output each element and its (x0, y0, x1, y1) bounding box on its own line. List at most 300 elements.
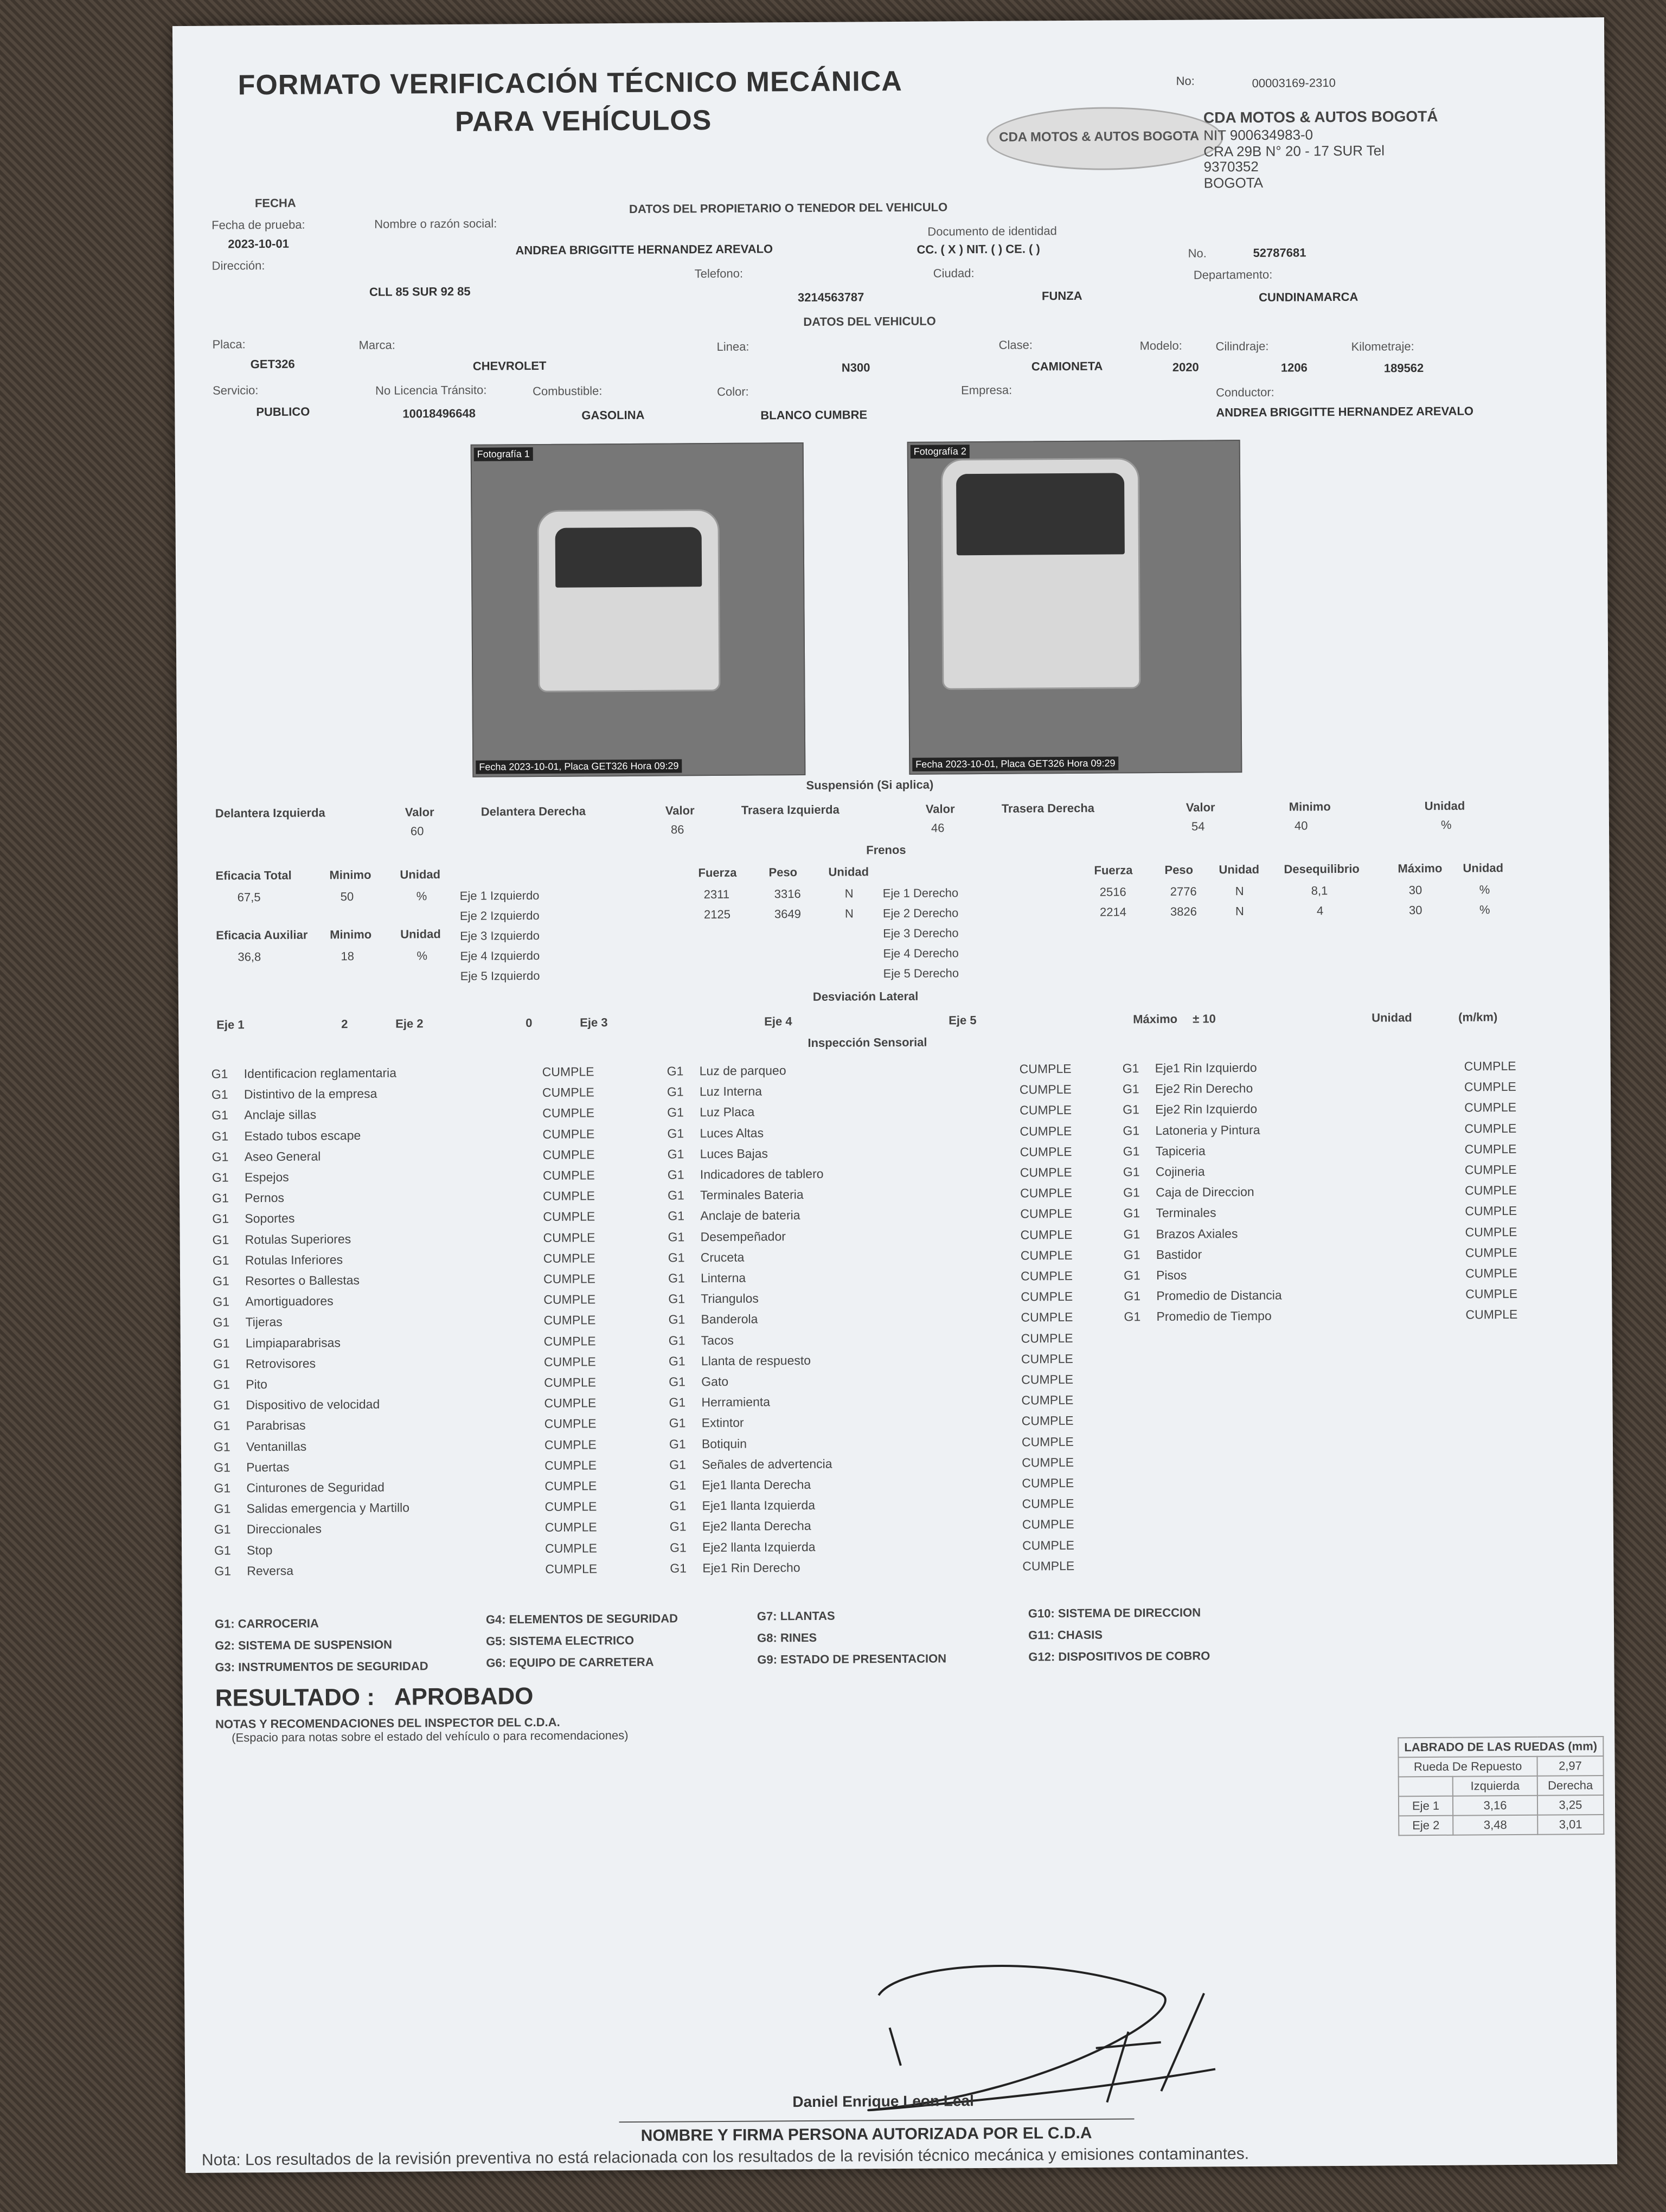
inspection-group-code: G1 (212, 1253, 229, 1268)
eje2-max: 30 (1408, 903, 1422, 917)
eje2-izq-label: Eje 2 Izquierdo (459, 908, 540, 923)
inspection-group-code: G1 (669, 1374, 685, 1389)
inspection-item-label: Luces Altas (700, 1126, 764, 1140)
fecha-header: FECHA (254, 196, 296, 210)
inspection-group-code: G1 (668, 1333, 685, 1348)
licencia-value: 10018496648 (402, 406, 476, 421)
cilindraje-value: 1206 (1280, 361, 1308, 375)
inspection-group-code: G1 (670, 1561, 687, 1576)
company-nit: NIT 900634983-0 (1203, 126, 1313, 144)
inspection-group-code: G1 (667, 1064, 684, 1078)
inspection-result: CUMPLE (1465, 1307, 1518, 1322)
inspection-result: CUMPLE (545, 1540, 598, 1555)
inspection-item-label: Tapiceria (1155, 1143, 1206, 1158)
clase-label: Clase: (998, 338, 1033, 352)
inspection-group-code: G1 (1123, 1165, 1140, 1179)
inspection-group-code: G1 (1123, 1226, 1140, 1242)
servicio-value: PUBLICO (256, 404, 310, 419)
result-label: RESULTADO : (215, 1683, 375, 1712)
vehicle-photo-rear (907, 440, 1242, 775)
footer-note: Nota: Los resultados de la revisión preventiva no está relacionada con los resultados de la revisión técnico mecánica y emisiones contaminantes. (201, 2145, 1250, 2169)
ef-aux-label: Eficacia Auxiliar (216, 928, 308, 942)
susp-del-izq-label: Delantera Izquierda (215, 806, 325, 820)
inspection-item-label: Promedio de Distancia (1156, 1288, 1282, 1303)
inspection-item-label: Puertas (246, 1459, 290, 1475)
inspection-item-label: Direccionales (246, 1521, 322, 1536)
doc-options: CC. ( X ) NIT. ( ) CE. ( ) (917, 242, 1040, 256)
inspection-group-code: G1 (668, 1208, 685, 1223)
inspection-item-label: Linterna (700, 1270, 746, 1285)
inspection-result: CUMPLE (1020, 1123, 1072, 1139)
inspection-result: CUMPLE (1022, 1558, 1075, 1573)
ef-aux-pct: % (416, 949, 428, 963)
inspection-result: CUMPLE (543, 1271, 595, 1286)
susp-unidad-label: Unidad (1424, 799, 1465, 813)
inspection-group-code: G1 (212, 1211, 229, 1226)
inspection-group-code: G1 (213, 1294, 230, 1309)
inspection-item-label: Triangulos (701, 1291, 759, 1306)
inspection-group-code: G1 (212, 1149, 229, 1164)
doc-no-label: No. (1188, 246, 1207, 260)
inspection-item-label: Estado tubos escape (244, 1128, 361, 1143)
inspection-result: CUMPLE (544, 1375, 597, 1390)
inspection-item-label: Tijeras (245, 1315, 283, 1329)
inspection-group-code: G1 (669, 1416, 686, 1430)
inspection-result: CUMPLE (542, 1147, 595, 1162)
inspection-group-code: G1 (1122, 1061, 1139, 1076)
inspection-group-code: G1 (669, 1436, 686, 1451)
inspection-result: CUMPLE (1022, 1496, 1074, 1511)
inspection-result: CUMPLE (1019, 1062, 1072, 1076)
inspection-item-label: Amortiguadores (245, 1294, 334, 1309)
dev-eje4-label: Eje 4 (764, 1014, 792, 1028)
inspection-result: CUMPLE (1465, 1287, 1518, 1301)
dev-eje5-label: Eje 5 (949, 1013, 977, 1027)
inspection-result: CUMPLE (1465, 1183, 1517, 1198)
susp-del-der-value: 86 (670, 822, 684, 837)
eje2-deseq: 4 (1316, 904, 1324, 918)
inspection-result: CUMPLE (544, 1437, 597, 1452)
dev-eje3-label: Eje 3 (580, 1015, 608, 1030)
inspection-item-label: Brazos Axiales (1156, 1226, 1238, 1241)
ef-aux-min: 18 (341, 949, 354, 963)
dev-eje2-label: Eje 2 (395, 1017, 424, 1031)
susp-tra-izq-value: 46 (931, 821, 945, 835)
inspection-result: CUMPLE (1020, 1186, 1073, 1200)
inspection-item-label: Banderola (701, 1311, 758, 1327)
inspection-group-code: G1 (668, 1250, 685, 1265)
inspection-result: CUMPLE (1021, 1310, 1073, 1324)
eje1-deseq: 8,1 (1311, 884, 1328, 898)
company-tel: 9370352 (1203, 158, 1259, 175)
inspection-group-code: G1 (1123, 1206, 1140, 1220)
inspection-result: CUMPLE (1464, 1121, 1517, 1136)
inspection-item-label: Limpiaparabrisas (245, 1335, 341, 1350)
tread-eje2-izq: 3,48 (1453, 1815, 1537, 1835)
eje1-der-peso: 2776 (1170, 884, 1197, 898)
inspection-group-code: G1 (667, 1147, 684, 1161)
inspection-item-label: Eje1 llanta Derecha (702, 1477, 811, 1493)
cilindraje-label: Cilindraje: (1215, 339, 1269, 353)
km-value: 189562 (1383, 361, 1424, 375)
inspection-group-code: G1 (668, 1229, 685, 1244)
tread-eje2-der: 3,01 (1537, 1815, 1604, 1835)
inspection-item-label: Pito (246, 1377, 267, 1392)
inspection-item-label: Terminales Bateria (700, 1187, 804, 1203)
inspection-item-label: Eje2 llanta Derecha (702, 1519, 811, 1534)
inspection-item-label: Señales de advertencia (702, 1456, 832, 1471)
address-value: CLL 85 SUR 92 85 (369, 284, 471, 299)
van-front-shape (537, 509, 720, 692)
inspection-result: CUMPLE (1022, 1517, 1074, 1532)
inspection-group-code: G1 (213, 1418, 230, 1433)
conductor-label: Conductor: (1216, 385, 1274, 400)
inspection-item-label: Indicadores de tablero (700, 1166, 824, 1182)
inspection-item-label: Cojineria (1155, 1164, 1205, 1179)
inspection-group-code: G1 (213, 1336, 230, 1351)
inspection-item-label: Tacos (701, 1333, 734, 1347)
inspection-result: CUMPLE (1021, 1372, 1074, 1387)
modelo-value: 2020 (1172, 360, 1199, 374)
susp-del-izq-value: 60 (410, 824, 424, 838)
form-title-line1: FORMATO VERIFICACIÓN TÉCNICO MECÁNICA (238, 65, 903, 101)
ef-aux-unit-label: Unidad (400, 927, 441, 941)
inspection-item-label: Rotulas Inferiores (245, 1252, 343, 1268)
photo1-caption: Fecha 2023-10-01, Placa GET326 Hora 09:29 (476, 759, 682, 774)
inspection-group-code: G1 (213, 1315, 230, 1330)
inspection-item-label: Eje2 Rin Izquierdo (1155, 1102, 1258, 1117)
modelo-label: Modelo: (1139, 338, 1182, 353)
inspection-item-label: Botiquin (701, 1436, 747, 1451)
inspection-group-code: G1 (1124, 1289, 1141, 1303)
inspection-group-code: G1 (213, 1356, 230, 1371)
eje2-der-peso: 3826 (1170, 904, 1197, 918)
ef-total-unit-label: Unidad (400, 867, 441, 882)
eje5-izq-label: Eje 5 Izquierdo (460, 968, 540, 983)
eje3-izq-label: Eje 3 Izquierdo (460, 928, 540, 943)
inspection-result: CUMPLE (544, 1396, 597, 1411)
dev-eje1-value: 2 (341, 1017, 348, 1031)
eje1-max: 30 (1408, 883, 1422, 897)
owner-name-label: Nombre o razón social: (374, 216, 497, 231)
inspection-result: CUMPLE (543, 1292, 596, 1307)
inspection-result: CUMPLE (1021, 1393, 1074, 1407)
inspection-result: CUMPLE (1465, 1265, 1517, 1281)
inspection-result: CUMPLE (1022, 1475, 1074, 1490)
inspection-result: CUMPLE (1020, 1165, 1072, 1180)
susp-valor1-label: Valor (405, 805, 434, 819)
inspection-item-label: Bastidor (1156, 1247, 1202, 1262)
tread-eje2-label: Eje 2 (1399, 1816, 1453, 1836)
inspection-group-code: G1 (670, 1540, 687, 1555)
eje2-der-label: Eje 2 Derecho (882, 906, 959, 921)
eje1-der-fuerza: 2516 (1099, 885, 1126, 899)
ef-total-min-label: Minimo (329, 867, 371, 882)
inspection-result: CUMPLE (1464, 1059, 1516, 1073)
inspection-result: CUMPLE (1021, 1413, 1074, 1428)
eje3-der-label: Eje 3 Derecho (883, 926, 959, 941)
brake-fuerza-label: Fuerza (698, 865, 737, 880)
legend-g7: G7: LLANTAS (757, 1609, 835, 1623)
legend-g3: G3: INSTRUMENTOS DE SEGURIDAD (215, 1659, 428, 1674)
inspection-item-label: Gato (701, 1374, 729, 1389)
inspection-result: CUMPLE (544, 1520, 597, 1535)
fecha-value: 2023-10-01 (228, 236, 290, 251)
vehicle-section-title: DATOS DEL VEHICULO (803, 314, 936, 329)
inspection-group-code: G1 (668, 1291, 685, 1306)
conductor-value: ANDREA BRIGGITTE HERNANDEZ AREVALO (1216, 404, 1474, 420)
result-value: APROBADO (394, 1683, 534, 1711)
color-value: BLANCO CUMBRE (760, 408, 868, 422)
izq-label: Izquierda (1453, 1776, 1537, 1796)
inspection-group-code: G1 (668, 1188, 684, 1203)
inspection-group-code: G1 (212, 1191, 229, 1205)
inspection-result: CUMPLE (542, 1085, 594, 1100)
inspection-item-label: Eje1 llanta Izquierda (702, 1498, 816, 1513)
owner-section-title: DATOS DEL PROPIETARIO O TENEDOR DEL VEHICULO (629, 200, 948, 216)
color-label: Color: (716, 384, 749, 398)
dev-max-label: Máximo (1133, 1012, 1178, 1026)
linea-label: Linea: (716, 339, 749, 353)
brake-fuerza2-label: Fuerza (1094, 863, 1133, 877)
deviation-title: Desviación Lateral (812, 989, 919, 1004)
notes-subtitle: (Espacio para notas sobre el estado del vehículo o para recomendaciones) (232, 1728, 629, 1745)
inspection-result: CUMPLE (1021, 1434, 1074, 1449)
inspection-group-code: G1 (1123, 1102, 1139, 1117)
inspection-group-code: G1 (214, 1501, 231, 1516)
company-logo-text: CDA MOTOS & AUTOS BOGOTA (999, 128, 1200, 145)
inspection-item-label: Luz Interna (699, 1084, 762, 1099)
inspection-item-label: Dispositivo de velocidad (246, 1397, 380, 1412)
inspection-group-code: G1 (211, 1087, 228, 1102)
marca-value: CHEVROLET (472, 358, 547, 373)
inspection-result: CUMPLE (544, 1499, 597, 1514)
inspection-result: CUMPLE (1464, 1141, 1517, 1156)
brake-max-label: Máximo (1398, 861, 1443, 876)
km-label: Kilometraje: (1351, 339, 1414, 353)
doc-label: Documento de identidad (927, 224, 1057, 239)
inspection-result: CUMPLE (542, 1064, 594, 1079)
inspection-group-code: G1 (213, 1439, 230, 1454)
inspection-group-code: G1 (1122, 1082, 1139, 1096)
brake-unidad-label: Unidad (828, 865, 869, 879)
legend-g1: G1: CARROCERIA (214, 1616, 319, 1631)
inspection-result: CUMPLE (1020, 1103, 1072, 1117)
inspection-group-code: G1 (214, 1481, 231, 1495)
city-value: FUNZA (1041, 288, 1082, 303)
inspection-item-label: Parabrisas (246, 1418, 306, 1433)
inspection-item-label: Eje1 Rin Derecho (702, 1560, 800, 1575)
der-label: Derecha (1537, 1776, 1604, 1796)
inspection-result: CUMPLE (544, 1478, 597, 1493)
city-label: Ciudad: (933, 266, 975, 280)
inspection-item-label: Cinturones de Seguridad (246, 1480, 385, 1495)
inspection-item-label: Herramienta (701, 1394, 771, 1410)
inspection-group-code: G1 (212, 1129, 229, 1143)
combustible-value: GASOLINA (581, 408, 645, 422)
susp-valor3-label: Valor (925, 802, 955, 816)
inspection-group-code: G1 (214, 1522, 231, 1537)
inspection-group-code: G1 (1123, 1268, 1140, 1283)
form-number-label: No: (1176, 74, 1195, 88)
inspection-item-label: Eje2 Rin Derecho (1155, 1081, 1253, 1096)
inspection-result: CUMPLE (1021, 1289, 1073, 1304)
inspection-result: CUMPLE (1020, 1269, 1073, 1283)
inspection-group-code: G1 (213, 1377, 230, 1392)
inspection-item-label: Terminales (1156, 1205, 1216, 1220)
eje1-der-unit: N (1235, 884, 1244, 898)
company-name: CDA MOTOS & AUTOS BOGOTÁ (1203, 107, 1438, 126)
inspection-item-label: Espejos (244, 1169, 289, 1185)
phone-value: 3214563787 (797, 290, 864, 305)
inspection-group-code: G1 (669, 1519, 687, 1534)
inspection-group-code: G1 (669, 1457, 686, 1472)
inspection-item-label: Salidas emergencia y Martillo (246, 1500, 410, 1516)
inspection-item-label: Retrovisores (245, 1356, 316, 1371)
eje4-der-label: Eje 4 Derecho (883, 946, 959, 961)
eje1-pct: % (1479, 883, 1490, 897)
inspection-group-code: G1 (669, 1499, 687, 1513)
eje1-der-label: Eje 1 Derecho (882, 886, 959, 901)
ef-total-min: 50 (340, 890, 354, 904)
inspection-group-code: G1 (214, 1564, 232, 1578)
inspection-result: CUMPLE (1022, 1455, 1074, 1470)
tread-title: LABRADO DE LAS RUEDAS (mm) (1398, 1737, 1603, 1757)
inspection-item-label: Pernos (245, 1191, 285, 1205)
brake-unidad3-label: Unidad (1463, 861, 1504, 875)
inspection-result: CUMPLE (1464, 1079, 1516, 1094)
inspection-result: CUMPLE (1021, 1351, 1073, 1366)
tread-depth-table (1398, 1736, 1604, 1836)
inspection-result: CUMPLE (542, 1126, 595, 1141)
van-rear-shape (941, 458, 1141, 690)
legend-g10: G10: SISTEMA DE DIRECCION (1028, 1605, 1201, 1621)
inspection-item-label: Soportes (245, 1211, 295, 1226)
brakes-title: Frenos (866, 843, 906, 857)
ef-aux-min-label: Minimo (330, 927, 372, 942)
eje2-izq-fuerza: 2125 (703, 907, 731, 922)
ef-total-pct: % (416, 889, 427, 903)
inspection-result: CUMPLE (543, 1209, 595, 1224)
inspection-result: CUMPLE (1464, 1162, 1517, 1177)
inspection-item-label: Ventanillas (246, 1439, 307, 1454)
owner-name: ANDREA BRIGGITTE HERNANDEZ AREVALO (515, 242, 773, 258)
vehicle-photo-front (471, 442, 806, 777)
dev-eje2-value: 0 (526, 1016, 533, 1030)
inspection-item-label: Extintor (701, 1416, 744, 1430)
inspection-result: CUMPLE (1021, 1330, 1073, 1346)
servicio-label: Servicio: (212, 383, 259, 397)
inspection-group-code: G1 (213, 1398, 230, 1412)
form-title-line2: PARA VEHÍCULOS (454, 105, 712, 138)
inspection-result: CUMPLE (1020, 1248, 1073, 1263)
inspection-title: Inspección Sensorial (808, 1035, 927, 1050)
eje1-izq-unit: N (844, 886, 854, 901)
inspection-group-code: G1 (668, 1354, 685, 1368)
inspection-group-code: G1 (1123, 1248, 1140, 1262)
doc-number: 52787681 (1253, 246, 1306, 260)
susp-minimo-label: Minimo (1289, 800, 1331, 814)
inspection-item-label: Resortes o Ballestas (245, 1273, 360, 1288)
company-address: CRA 29B N° 20 - 17 SUR Tel (1203, 142, 1385, 160)
susp-minimo-value: 40 (1294, 819, 1308, 833)
inspection-group-code: G1 (667, 1167, 684, 1182)
signer-name: Daniel Enrique Leon Leal (792, 2092, 974, 2111)
inspection-result: CUMPLE (1465, 1204, 1517, 1218)
brake-peso2-label: Peso (1164, 863, 1194, 877)
inspection-item-label: Luz de parqueo (699, 1063, 786, 1078)
inspection-group-code: G1 (668, 1312, 685, 1327)
inspection-group-code: G1 (1123, 1123, 1140, 1138)
legend-g12: G12: DISPOSITIVOS DE COBRO (1028, 1649, 1210, 1664)
inspection-group-code: G1 (212, 1108, 228, 1123)
address-label: Dirección: (212, 259, 265, 273)
dept-value: CUNDINAMARCA (1258, 290, 1359, 304)
inspection-result: CUMPLE (1465, 1224, 1517, 1239)
suspension-title: Suspensión (Si aplica) (806, 777, 934, 792)
susp-tra-izq-label: Trasera Izquierda (741, 802, 840, 817)
eje1-izq-peso: 3316 (774, 887, 801, 901)
inspection-item-label: Caja de Direccion (1156, 1185, 1254, 1200)
inspection-group-code: G1 (211, 1066, 228, 1081)
inspection-group-code: G1 (669, 1395, 686, 1410)
inspection-result: CUMPLE (543, 1354, 596, 1369)
inspection-group-code: G1 (212, 1274, 229, 1288)
company-logo (986, 106, 1223, 171)
brake-peso-label: Peso (768, 865, 798, 879)
legend-g8: G8: RINES (757, 1630, 817, 1645)
inspection-group-code: G1 (212, 1232, 229, 1247)
marca-label: Marca: (358, 338, 395, 352)
inspection-item-label: Stop (247, 1542, 273, 1557)
combustible-label: Combustible: (532, 384, 603, 398)
dev-unidad-value: (m/km) (1458, 1010, 1498, 1024)
inspection-result: CUMPLE (1464, 1100, 1517, 1115)
inspection-result: CUMPLE (544, 1416, 597, 1431)
inspection-item-label: Latoneria y Pintura (1155, 1122, 1260, 1137)
inspection-item-label: Eje1 Rin Izquierdo (1155, 1060, 1257, 1076)
inspection-item-label: Reversa (247, 1563, 294, 1578)
phone-label: Telefono: (694, 266, 744, 281)
legend-g5: G5: SISTEMA ELECTRICO (486, 1633, 635, 1648)
clase-value: CAMIONETA (1031, 359, 1103, 374)
inspection-group-code: G1 (668, 1271, 685, 1285)
inspection-item-label: Distintivo de la empresa (244, 1086, 377, 1102)
eje1-izq-label: Eje 1 Izquierdo (459, 888, 540, 903)
eje4-izq-label: Eje 4 Izquierdo (460, 948, 540, 963)
legend-g6: G6: EQUIPO DE CARRETERA (486, 1655, 654, 1670)
inspection-item-label: Identificacion reglamentaria (244, 1065, 397, 1081)
eje1-izq-fuerza: 2311 (703, 887, 730, 902)
inspection-item-label: Desempeñador (700, 1229, 786, 1244)
inspection-item-label: Promedio de Tiempo (1156, 1309, 1272, 1324)
spare-value: 2,97 (1537, 1756, 1604, 1776)
susp-valor4-label: Valor (1186, 800, 1215, 814)
tread-eje1-izq: 3,16 (1453, 1796, 1537, 1816)
empresa-label: Empresa: (960, 383, 1013, 397)
dev-unidad-label: Unidad (1372, 1011, 1412, 1025)
ef-total-value: 67,5 (237, 890, 261, 904)
inspection-item-label: Rotulas Superiores (245, 1231, 351, 1246)
inspection-item-label: Pisos (1156, 1268, 1187, 1283)
placa-value: GET326 (250, 357, 295, 371)
photo1-label: Fotografía 1 (474, 447, 533, 461)
linea-value: N300 (841, 361, 870, 375)
company-city: BOGOTA (1203, 174, 1264, 191)
fecha-label: Fecha de prueba: (212, 217, 305, 232)
inspection-item-label: Llanta de respuesto (701, 1353, 811, 1368)
inspection-result: CUMPLE (543, 1313, 596, 1328)
